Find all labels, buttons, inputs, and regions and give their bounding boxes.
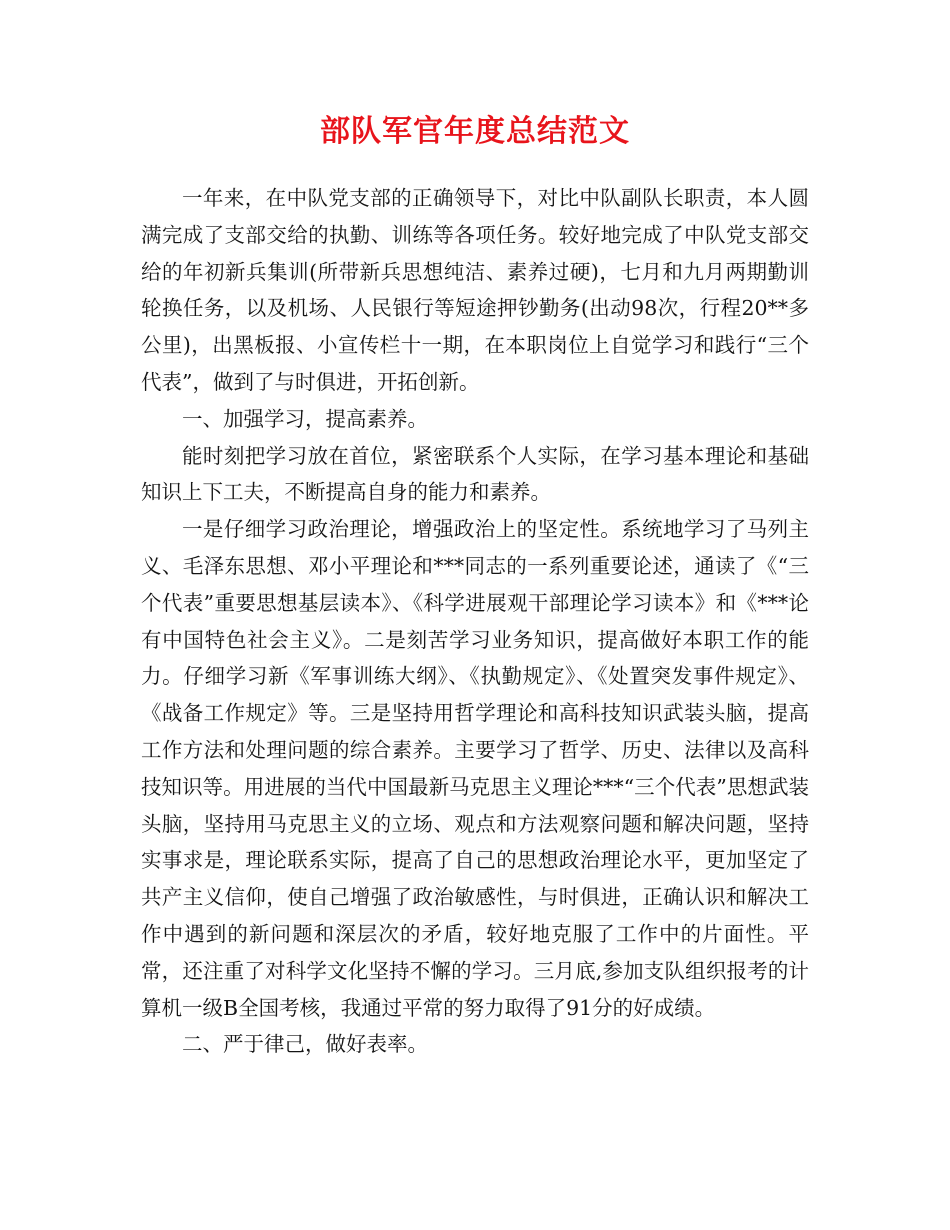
study-summary-paragraph: 能时刻把学习放在首位，紧密联系个人实际，在学习基本理论和基础知识上下工夫，不断提高自身的能力和素养。: [141, 443, 809, 505]
intro-paragraph: 一年来，在中队党支部的正确领导下，对比中队副队长职责，本人圆满完成了支部交给的执勤、训练等各项任务。较好地完成了中队党支部交给的年初新兵集训(所带新兵思想纯洁、素养过硬)，七月和九月两期勤训轮换任务，以及机场、人民银行等短途押钞勤务(出动98次，行程20**多公里)，出黑板报、小宣传栏十一期，在本职岗位上自觉学习和践行“三个代表”，做到了与时俱进，开拓创新。: [141, 186, 809, 394]
document-body: [141, 180, 809, 1063]
section-heading-study: 一、加强学习，提高素养。: [182, 406, 428, 431]
study-detail-paragraph: 一是仔细学习政治理论，增强政治上的坚定性。系统地学习了马列主义、毛泽东思想、邓小平理论和***同志的一系列重要论述，通读了《“三个代表”重要思想基层读本》、《科学进展观干部理论学习读本》和《***论有中国特色社会主义》。二是刻苦学习业务知识，提高做好本职工作的能力。仔细学习新《军事训练大纲》、《执勤规定》、《处置突发事件规定》、《战备工作规定》等。三是坚持用哲学理论和高科技知识武装头脑，提高工作方法和处理问题的综合素养。主要学习了哲学、历史、法律以及高科技知识等。用进展的当代中国最新马克思主义理论***“三个代表”思想武装头脑，坚持用马克思主义的立场、观点和方法观察问题和解决问题，坚持实事求是，理论联系实际，提高了自己的思想政治理论水平，更加坚定了共产主义信仰，使自己增强了政治敏感性，与时俱进，正确认识和解决工作中遇到的新问题和深层次的矛盾，较好地克服了工作中的片面性。平常，还注重了对科学文化坚持不懈的学习。三月底,参加支队组织报考的计算机一级B全国考核，我通过平常的努力取得了91分的好成绩。: [141, 517, 809, 1020]
document-title: 部队军官年度总结范文: [320, 114, 630, 149]
section-heading-discipline: 二、严于律己，做好表率。: [182, 1032, 428, 1057]
